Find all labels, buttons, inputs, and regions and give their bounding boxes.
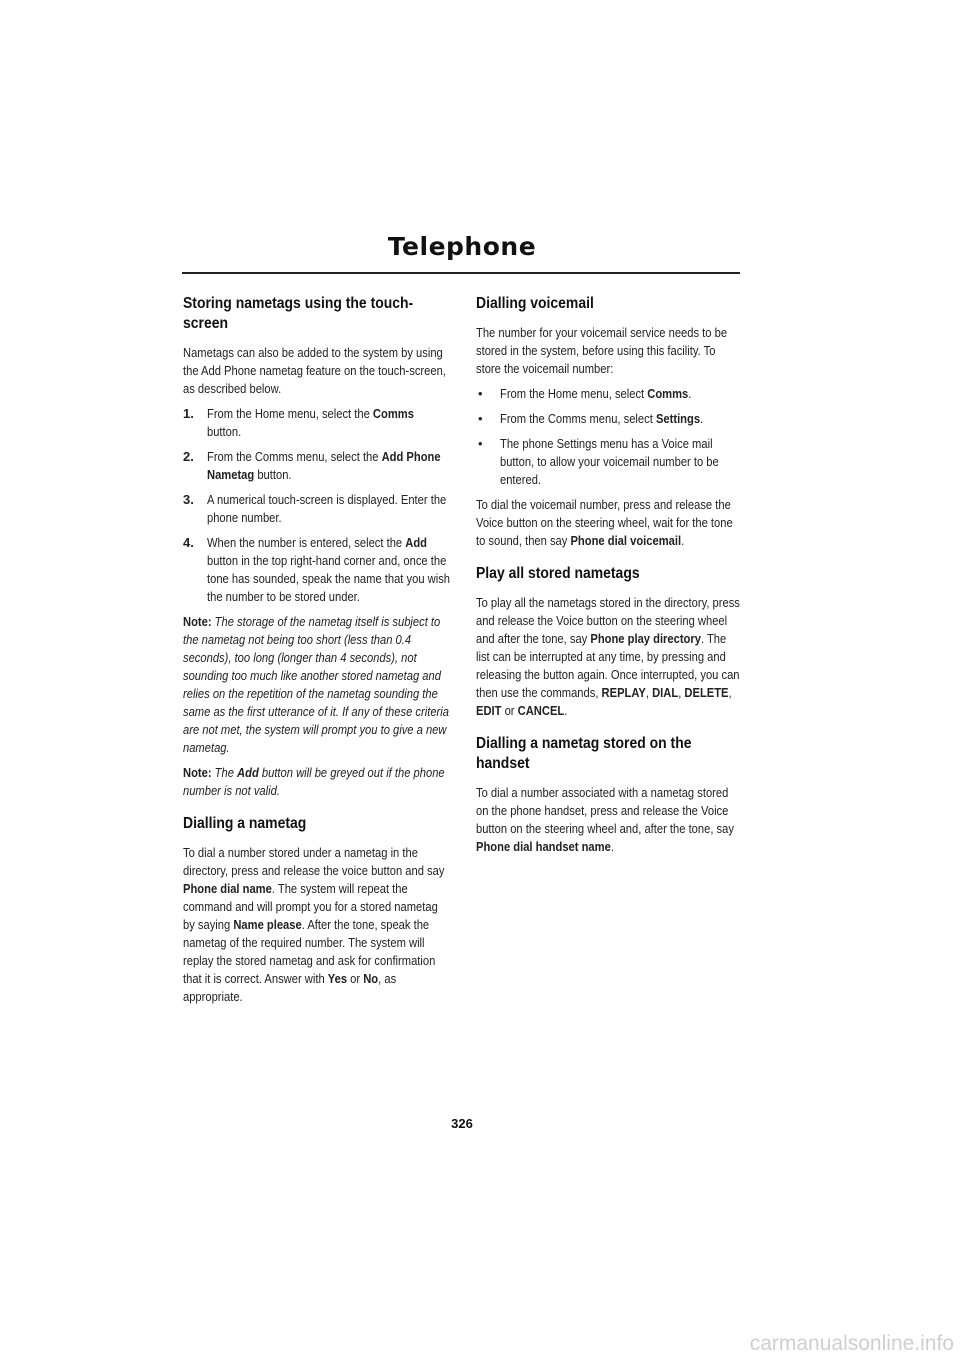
page-title: Telephone (387, 232, 537, 261)
right-column (476, 290, 741, 863)
heading-dialling-voicemail: Dialling voicemail (476, 295, 594, 312)
list-item: 3. A numerical touch-screen is displayed. Enter the phone number. (183, 492, 447, 525)
steps-list (183, 405, 451, 606)
paragraph: To dial a number stored under a nametag in the directory, press and release the voice button and say Phone dial name. The system will repeat the command and will prompt you for a stored nametag by saying Name please. After the tone, speak the nametag of the required number. The system will replay the stored nametag and ask for confirmation that it is correct. Answer with Yes or No, as appropriate. (183, 845, 445, 1004)
paragraph: To play all the nametags stored in the directory, press and release the Voice button on the steering wheel and after the tone, say Phone play directory. The list can be interrupted at any time, by pressing and releasing the button again. Once interrupted, you can then use the commands, REPLAY, DIAL, DELETE, EDIT or CANCEL. (476, 595, 740, 718)
title-divider (182, 272, 740, 274)
note-add-greyed: Note: The Add button will be greyed out if the phone number is not valid. (183, 765, 445, 798)
paragraph: Nametags can also be added to the system by using the Add Phone nametag feature on the touch-screen, as described below. (183, 345, 446, 396)
paragraph: The number for your voicemail service needs to be stored in the system, before using this facility. To store the voicemail number: (476, 325, 728, 376)
list-item: • From the Home menu, select Comms. (478, 386, 692, 401)
heading-play-nametags: Play all stored nametags (476, 565, 640, 582)
list-item: 2. From the Comms menu, select the Add Phone Nametag button. (183, 449, 441, 482)
heading-dialling-nametag: Dialling a nametag (183, 815, 307, 832)
list-item: • From the Comms menu, select Settings. (478, 411, 704, 426)
bullet-list (476, 385, 741, 489)
heading-dialling-handset: Dialling a nametag stored on the handset (476, 735, 692, 772)
list-item: • The phone Settings menu has a Voice mail button, to allow your voicemail number to be entered. (478, 436, 719, 487)
note-nametag-storage: Note: The storage of the nametag itself is subject to the nametag not being too short (less than 0.4 seconds), too long (longer than 4 seconds), not sounding too much like another stored nametag and relies on the repetition of the nametag sounding the same as the first utterance of it. If any of these criteria are not met, the system will prompt you to give a new nametag. (183, 614, 449, 755)
list-item: 1. From the Home menu, select the Comms button. (183, 406, 414, 439)
left-column (183, 290, 451, 1013)
page-number: 326 (451, 1116, 473, 1131)
watermark: carmanualsonline.info (749, 1332, 954, 1355)
list-item: 4. When the number is entered, select the Add button in the top right-hand corner and, once the tone has sounded, speak the name that you wish the number to be stored under. (183, 535, 451, 604)
paragraph: To dial the voicemail number, press and release the Voice button on the steering wheel, wait for the tone to sound, then say Phone dial voicemail. (476, 497, 733, 548)
heading-storing-nametags: Storing nametags using the touch-screen (183, 295, 414, 332)
paragraph: To dial a number associated with a nametag stored on the phone handset, press and release the Voice button on the steering wheel and, after the tone, say Phone dial handset name. (476, 785, 734, 854)
